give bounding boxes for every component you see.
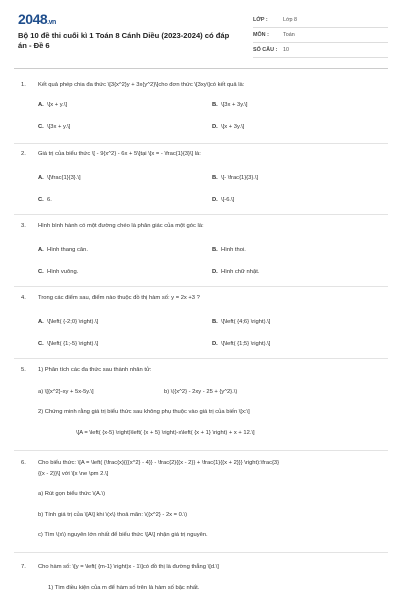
divider <box>14 286 388 287</box>
option-letter: D. <box>212 124 218 130</box>
option-text: Hình chữ nhật. <box>221 269 260 275</box>
question-6-part-b: b) Tính giá trị của \[A\] khi \(x\) thoả mãn: \({x^2} - 2x = 0.\) <box>38 512 188 518</box>
question-number: 6. <box>21 460 26 466</box>
meta-key: LỚP : <box>253 17 268 23</box>
question-text: Giá trị của biểu thức \[ - 9{x^2} - 6x + 5\]tại \[x = - \frac{1}{3}\] là: <box>38 151 201 157</box>
question-text: Hình bình hành có một đường chéo là phân giác của một góc là: <box>38 223 204 229</box>
exam-meta <box>253 13 388 58</box>
meta-key: SỐ CÂU : <box>253 47 278 53</box>
option-letter: A. <box>38 175 44 181</box>
option-text: \[x + 3y.\] <box>221 124 245 130</box>
option-text: \[3x + 3y.\] <box>221 102 248 108</box>
option-letter: B. <box>212 319 218 325</box>
option-c[interactable] <box>38 124 70 130</box>
logo-domain: .vn <box>47 19 56 26</box>
option-letter: C. <box>38 341 44 347</box>
option-text: \[-6.\] <box>221 197 235 203</box>
option-letter: B. <box>212 247 218 253</box>
option-a[interactable] <box>38 319 98 325</box>
option-text: \[\left( {4;6} \right).\] <box>221 319 271 325</box>
option-b[interactable] <box>212 319 270 325</box>
option-d[interactable] <box>212 269 259 275</box>
question-text-cont: {{x - 2}}\] với \[x \ne \pm 2.\] <box>38 471 109 477</box>
option-a[interactable] <box>38 175 81 181</box>
option-letter: D. <box>212 197 218 203</box>
option-a[interactable] <box>38 247 88 253</box>
question-number: 5. <box>21 367 26 373</box>
question-1 <box>0 82 400 130</box>
option-b[interactable] <box>212 102 248 108</box>
question-6-part-a: a) Rút gọn biểu thức \(A.\) <box>38 491 106 497</box>
option-d[interactable] <box>212 124 244 130</box>
option-d[interactable] <box>212 341 270 347</box>
option-c[interactable] <box>38 197 52 203</box>
meta-row-grade <box>253 13 388 28</box>
option-text: Hình thoi. <box>221 247 246 253</box>
option-b[interactable] <box>212 175 258 181</box>
option-letter: C. <box>38 197 44 203</box>
meta-key: MÔN : <box>253 32 269 38</box>
meta-value: 10 <box>283 47 289 53</box>
question-5-part-2: 2) Chứng minh rằng giá trị biểu thức sau không phụ thuộc vào giá trị của biến \[x:\] <box>38 409 250 415</box>
option-letter: A. <box>38 319 44 325</box>
option-d[interactable] <box>212 197 234 203</box>
question-text: Cho hàm số: \[y = \left( {m-1} \right)x - 1\]có đồ thị là đường thẳng \[d.\] <box>38 564 219 570</box>
header-divider <box>14 68 388 69</box>
meta-value: Lớp 8 <box>283 17 298 23</box>
exam-title: Bộ 10 đề thi cuối kì 1 Toán 8 Cánh Diều (2023-2024) có đáp án - Đề 6 <box>18 31 230 50</box>
option-c[interactable] <box>38 269 78 275</box>
option-letter: C. <box>38 269 44 275</box>
question-number: 2. <box>21 151 26 157</box>
option-letter: B. <box>212 175 218 181</box>
site-logo[interactable] <box>18 11 56 27</box>
option-text: \[\left( {1;-5} \right).\] <box>47 341 99 347</box>
divider <box>14 552 388 553</box>
option-text: \[\left( {1;5} \right).\] <box>221 341 271 347</box>
question-number: 7. <box>21 564 26 570</box>
divider <box>14 214 388 215</box>
meta-row-count <box>253 43 388 58</box>
meta-row-subject <box>253 28 388 43</box>
question-5-formula: \[A = \left( {x-5} \right)\left( {x + 5} \right)-x\left( {x + 1} \right) + x + 12.\] <box>76 430 255 436</box>
option-text: \[3x + y.\] <box>47 124 71 130</box>
option-text: 6. <box>47 197 52 203</box>
question-text: Cho biểu thức: \[A = \left( {\frac{x}{{{x^2} - 4}} - \frac{2}{{x - 2}} + \frac{1}{{x + 2}}} \right):\frac{3} <box>38 460 280 466</box>
option-text: Hình thang cân. <box>47 247 88 253</box>
question-text: Trong các điểm sau, điểm nào thuộc đồ thị hàm số: y = 2x +3 ? <box>38 295 200 301</box>
option-text: \[- \frac{1}{3}.\] <box>221 175 259 181</box>
header <box>0 0 400 62</box>
divider <box>14 143 388 144</box>
option-c[interactable] <box>38 341 98 347</box>
meta-value: Toán <box>283 32 295 38</box>
option-letter: D. <box>212 269 218 275</box>
option-b[interactable] <box>212 247 246 253</box>
question-4 <box>0 295 400 347</box>
question-number: 1. <box>21 82 26 88</box>
option-text: \[x + y.\] <box>47 102 68 108</box>
question-text: Kết quả phép chia đa thức \[3{x^2}y + 3x{y^2}\]cho đơn thức \[3xy\]có kết quả là: <box>38 82 245 88</box>
option-letter: A. <box>38 247 44 253</box>
question-number: 4. <box>21 295 26 301</box>
question-2 <box>0 151 400 203</box>
question-3 <box>0 223 400 275</box>
divider <box>14 450 388 451</box>
option-a[interactable] <box>38 102 67 108</box>
question-text: 1) Phân tích các đa thức sau thành nhân tử: <box>38 367 152 373</box>
question-6-part-c: c) Tìm \(x\) nguyên lớn nhất để biểu thức \[A\] nhận giá trị nguyên. <box>38 532 208 538</box>
divider <box>14 358 388 359</box>
option-text: Hình vuông. <box>47 269 79 275</box>
option-text: \[\frac{1}{3}.\] <box>47 175 81 181</box>
logo-text: 2048 <box>18 11 48 27</box>
question-5-part-b: b) \({x^2} - 2xy - 25 + {y^2}.\) <box>164 389 238 395</box>
option-letter: D. <box>212 341 218 347</box>
question-5-part-a: a) \[{x^2}-xy + 5x-5y.\] <box>38 389 94 395</box>
question-7-part-1: 1) Tìm điều kiện của m để hàm số trên là hàm số bậc nhất. <box>48 585 200 591</box>
option-text: \[\left( {-2;0} \right).\] <box>47 319 99 325</box>
option-letter: C. <box>38 124 44 130</box>
option-letter: B. <box>212 102 218 108</box>
option-letter: A. <box>38 102 44 108</box>
question-number: 3. <box>21 223 26 229</box>
